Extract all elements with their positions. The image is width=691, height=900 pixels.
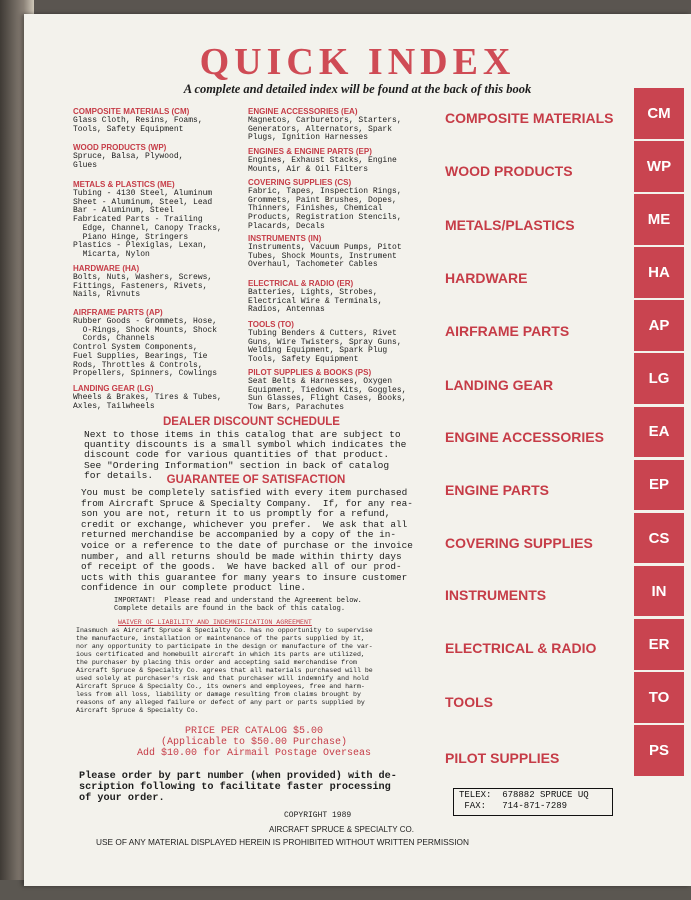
- dealer-discount-section: [84, 416, 419, 481]
- waiver-body: Inasmuch as Aircraft Spruce & Specialty Co. has no opportunity to supervise the manufacture, installation or maintenance of the parts supplied by it, nor any opportunity to participate in the design or manufacture of the var- ious certificated and homebuilt aircraft in which its parts are utilized, the purchaser by placing this order and accepting said merchandise from Aircraft Spruce & Specialty Co. agrees that all materials purchased will be used solely at purchaser's risk and that purchaser will indemnify and hold Aircraft Spruce & Specialty Co., its owners and employees, free and harm- less from all loss, liability or damage resulting from claims brought by reasons of any alleged failure or defect of any part or parts supplied by Aircraft Spruce & Specialty Co.: [76, 627, 373, 714]
- index-body: Rubber Goods - Grommets, Hose, O-Rings, Shock Mounts, Shock Cords, Channels Control System Components, Fuel Supplies, Bearings, Tie Rods, Throttles & Controls, Propellers, Spinners, Cowlings: [73, 317, 218, 379]
- index-body: Spruce, Balsa, Plywood, Glues: [73, 152, 184, 170]
- index-body: Wheels & Brakes, Tires & Tubes, Axles, Tailwheels: [73, 393, 222, 411]
- tab-ps[interactable]: PS: [634, 725, 684, 776]
- index-entry-tools: [248, 320, 402, 365]
- index-entry-engine-parts: [248, 147, 397, 174]
- category-label-covering: COVERING SUPPLIES: [445, 535, 593, 551]
- tab-to[interactable]: TO: [634, 672, 684, 723]
- tab-ha[interactable]: HA: [634, 247, 684, 298]
- prohibited-notice: USE OF ANY MATERIAL DISPLAYED HEREIN IS PROHIBITED WITHOUT WRITTEN PERMISSION: [96, 837, 469, 847]
- dealer-heading: DEALER DISCOUNT SCHEDULE: [163, 416, 340, 428]
- category-label-electrical: ELECTRICAL & RADIO: [445, 640, 597, 656]
- index-heading: TOOLS (TO): [248, 320, 294, 329]
- index-heading: METALS & PLASTICS (ME): [73, 180, 175, 189]
- tab-me[interactable]: ME: [634, 194, 684, 245]
- tab-ep[interactable]: EP: [634, 460, 684, 511]
- guarantee-heading: GUARANTEE OF SATISFACTION: [166, 474, 346, 486]
- company-name: AIRCRAFT SPRUCE & SPECIALTY CO.: [269, 825, 414, 834]
- price-applicable: (Applicable to $50.00 Purchase): [160, 737, 348, 748]
- index-body: Glass Cloth, Resins, Foams, Tools, Safety Equipment: [73, 116, 203, 134]
- index-heading: WOOD PRODUCTS (WP): [73, 143, 167, 152]
- category-label-wood: WOOD PRODUCTS: [445, 163, 573, 179]
- tab-lg[interactable]: LG: [634, 353, 684, 404]
- dealer-body: Next to those items in this catalog that are subject to quantity discounts is a small symbol which indicates the discount code for various quantities of that product. See "Ordering Information" section in back of catalog for details.: [84, 429, 407, 481]
- copyright: COPYRIGHT 1989: [284, 811, 352, 820]
- index-body: Tubing - 4130 Steel, Aluminum Sheet - Aluminum, Steel, Lead Bar - Aluminum, Steel Fabricated Parts - Trailing Edge, Channel, Canopy Tracks, Piano Hinge, Stringers Plastics - Plexiglas, Lexan, Micarta, Nylon: [73, 189, 222, 259]
- page-subtitle: A complete and detailed index will be found at the back of this book: [183, 82, 532, 96]
- index-entry-metals: [73, 180, 222, 260]
- price-line: PRICE PER CATALOG $5.00: [184, 726, 324, 737]
- category-label-metals: METALS/PLASTICS: [445, 217, 575, 233]
- telex-fax-box: [453, 788, 613, 816]
- index-heading: AIRFRAME PARTS (AP): [73, 308, 163, 317]
- index-heading: PILOT SUPPLIES & BOOKS (PS): [248, 368, 372, 377]
- index-heading: ENGINE ACCESSORIES (EA): [248, 107, 358, 116]
- index-body: Instruments, Vacuum Pumps, Pitot Tubes, Shock Mounts, Instrument Overhaul, Tachometer Cables: [248, 243, 402, 270]
- index-heading: ELECTRICAL & RADIO (ER): [248, 279, 354, 288]
- price-airmail: Add $10.00 for Airmail Postage Overseas: [136, 748, 372, 759]
- guarantee-body: You must be completely satisfied with every item purchased from Aircraft Spruce & Specialty Company. If, for any rea- son you are not, return it to us promptly for a refund, credit or exchange, whichever you prefer. We ask that all returned merchandise be accompanied by a copy of the in- voice or a reference to the date of purchase or the invoice number, and all returns should be made within thirty days of receipt of the goods. We have backed all of our prod- ucts with this guarantee for many years to insure customer confidence in our complete product line.: [81, 487, 413, 594]
- category-label-composite: COMPOSITE MATERIALS: [445, 110, 614, 126]
- index-body: Engines, Exhaust Stacks, Engine Mounts, Air & Oil Filters: [248, 156, 397, 174]
- index-entry-airframe: [73, 308, 217, 379]
- index-entry-hardware: [73, 264, 212, 300]
- index-entry-landing: [73, 384, 222, 411]
- order-note: Please order by part number (when provided) with de- scription following to facilitate faster processing of your order.: [79, 771, 397, 804]
- index-body: Seat Belts & Harnesses, Oxygen Equipment, Tiedown Kits, Goggles, Sun Glasses, Flight Cases, Books, Tow Bars, Parachutes: [248, 377, 407, 413]
- fax-line: FAX: 714-871-7289: [459, 801, 568, 811]
- waiver-heading: WAIVER OF LIABILITY AND INDEMNIFICATION AGREEMENT: [118, 619, 312, 626]
- waiver-section: [76, 619, 373, 715]
- index-body: Bolts, Nuts, Washers, Screws, Fittings, Fasteners, Rivets, Nails, Rivnuts: [73, 273, 213, 300]
- index-body: Fabric, Tapes, Inspection Rings, Grommets, Paint Brushes, Dopes, Thinners, Finishes, Chemical Products, Registration Stencils, Placards, Decals: [248, 187, 402, 231]
- index-heading: ENGINES & ENGINE PARTS (EP): [248, 147, 372, 156]
- category-label-airframe: AIRFRAME PARTS: [445, 323, 570, 339]
- category-label-instruments: INSTRUMENTS: [445, 587, 547, 603]
- index-heading: LANDING GEAR (LG): [73, 384, 154, 393]
- index-body: Tubing Benders & Cutters, Rivet Guns, Wire Twisters, Spray Guns, Welding Equipment, Spark Plug Tools, Safety Equipment: [248, 329, 402, 365]
- important-notice: IMPORTANT! Please read and understand the Agreement below. Complete details are found in the back of this catalog.: [114, 597, 362, 614]
- telex-line: TELEX: 678882 SPRUCE UQ: [459, 790, 589, 800]
- tab-in[interactable]: IN: [634, 566, 684, 617]
- index-heading: HARDWARE (HA): [73, 264, 140, 273]
- index-entry-wood: [73, 143, 183, 170]
- category-label-hardware: HARDWARE: [445, 270, 528, 286]
- price-section: [84, 726, 424, 759]
- tab-ap[interactable]: AP: [634, 300, 684, 351]
- category-label-engine-parts: ENGINE PARTS: [445, 482, 549, 498]
- category-label-tools: TOOLS: [445, 694, 493, 710]
- index-body: Batteries, Lights, Strobes, Electrical Wire & Terminals, Radios, Antennas: [248, 288, 383, 315]
- category-label-engine-accessories: ENGINE ACCESSORIES: [445, 429, 604, 445]
- index-entry-covering: [248, 178, 402, 232]
- category-label-pilot: PILOT SUPPLIES: [445, 750, 560, 766]
- index-entry-electrical: [248, 279, 382, 315]
- section-tabs: [634, 88, 684, 778]
- index-entry-composite: [73, 107, 203, 134]
- category-label-landing: LANDING GEAR: [445, 377, 554, 393]
- tab-ea[interactable]: EA: [634, 407, 684, 458]
- index-heading: COMPOSITE MATERIALS (CM): [73, 107, 190, 116]
- tab-cm[interactable]: CM: [634, 88, 684, 139]
- index-entry-engine-accessories: [248, 107, 402, 143]
- index-heading: INSTRUMENTS (IN): [248, 234, 322, 243]
- catalog-page: [24, 14, 691, 886]
- index-heading: COVERING SUPPLIES (CS): [248, 178, 352, 187]
- tab-er[interactable]: ER: [634, 619, 684, 670]
- guarantee-section: [81, 474, 431, 594]
- index-body: Magnetos, Carburetors, Starters, Generators, Alternators, Spark Plugs, Ignition Harnesses: [248, 116, 402, 143]
- page-title: QUICK INDEX: [199, 41, 516, 83]
- tab-cs[interactable]: CS: [634, 513, 684, 564]
- index-entry-instruments: [248, 234, 402, 270]
- index-entry-pilot: [248, 368, 406, 413]
- tab-wp[interactable]: WP: [634, 141, 684, 192]
